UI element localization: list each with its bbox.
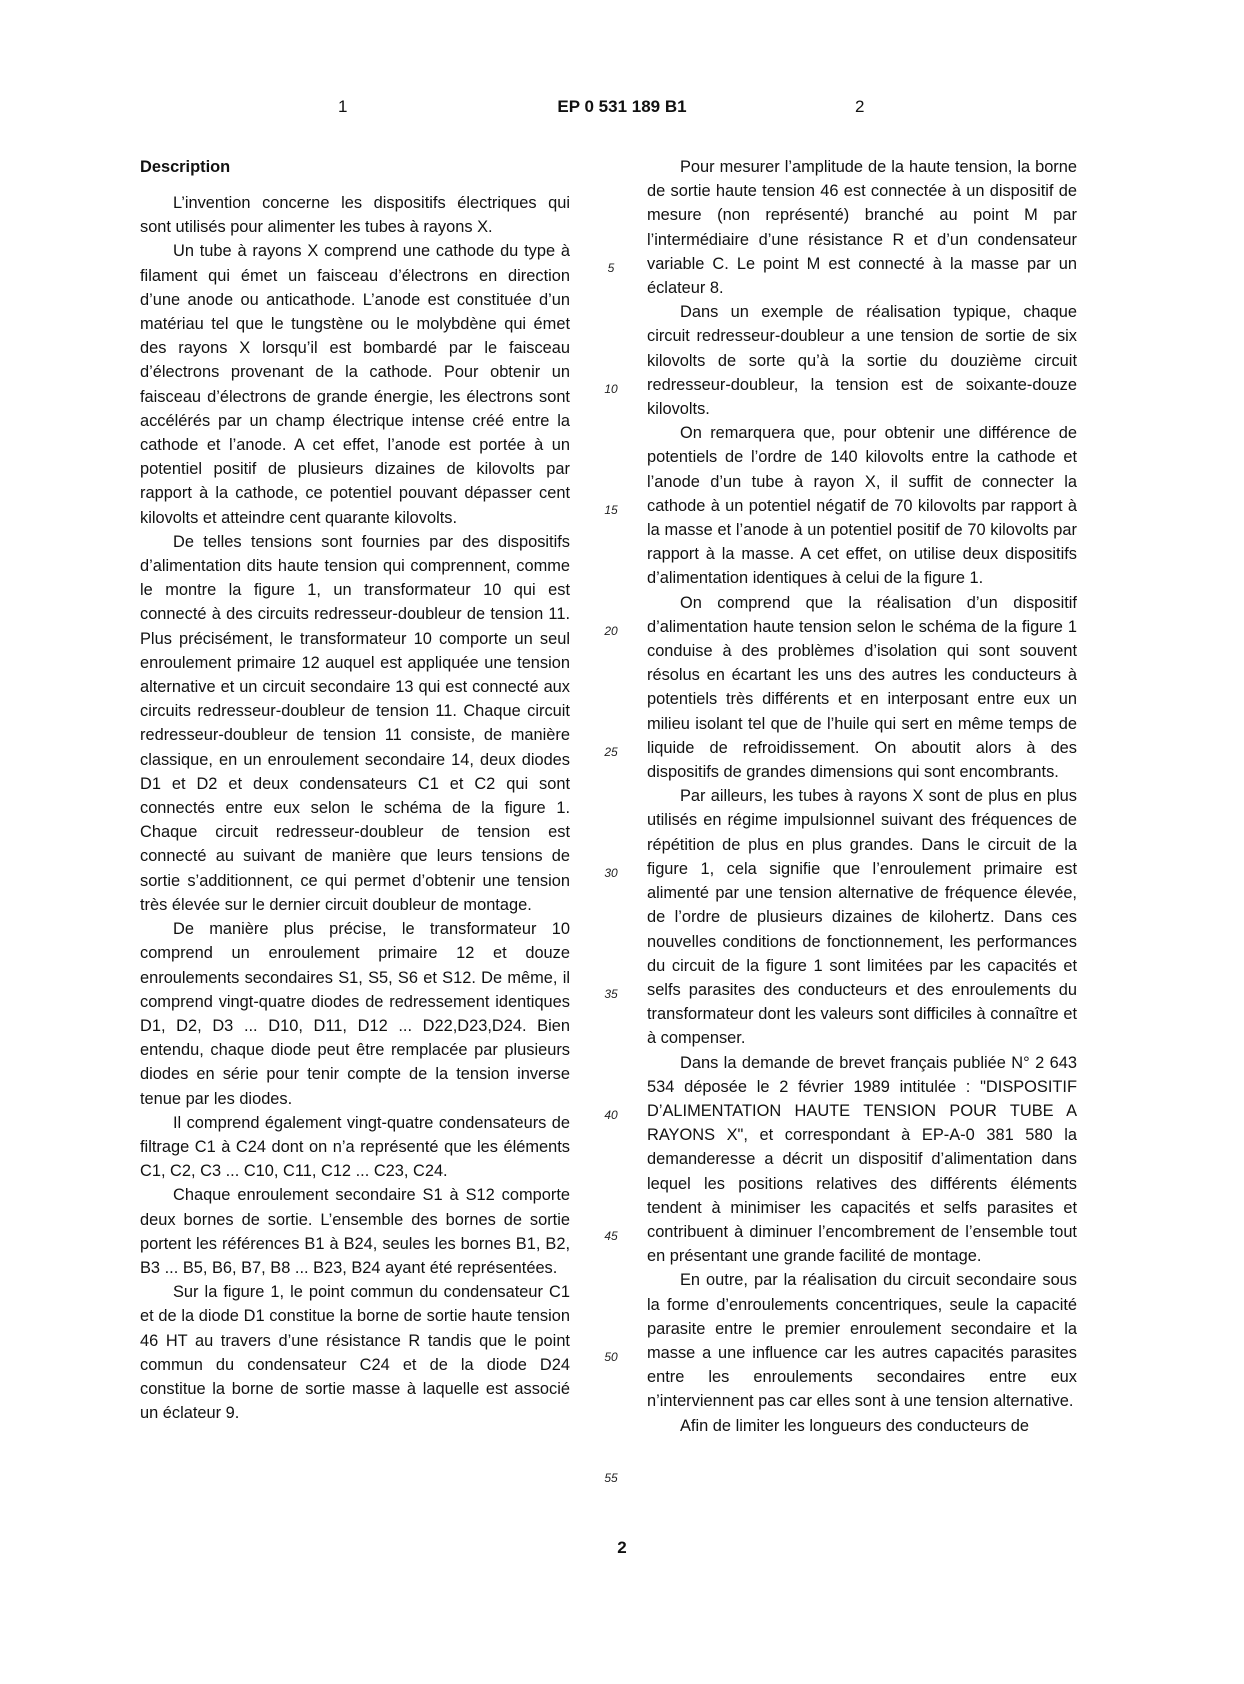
line-number: 30	[604, 866, 618, 880]
paragraph: Il comprend également vingt-quatre condensateurs de filtrage C1 à C24 dont on n’a représenté que les éléments C1, C2, C3 ... C10, C11, C12 ... C23, C24.	[140, 1113, 570, 1181]
line-number: 10	[604, 382, 618, 396]
paragraph: De manière plus précise, le transformateur 10 comprend un enroulement primaire 12 et douze enroulements secondaires S1, S5, S6 et S12. De même, il comprend vingt-quatre diodes de redressement identiques D1, D2, D3 ... D10, D11, D12 ... D22,D23,D24. Bien entendu, chaque diode peut être remplacée par plusieurs diodes en série pour tenir compte de la tension inverse tenue par les diodes.	[140, 920, 570, 1108]
line-number: 40	[604, 1108, 618, 1122]
line-number: 35	[604, 987, 618, 1001]
line-number: 25	[604, 745, 618, 759]
paragraph: Dans un exemple de réalisation typique, chaque circuit redresseur-doubleur a une tension de sortie de six kilovolts de sorte qu’à la sortie du douzième circuit redresseur-doubleur, la tension est de soixante-douze kilovolts.	[647, 303, 1077, 419]
column-number-left: 1	[338, 97, 348, 116]
right-column	[647, 155, 1077, 1438]
column-number-right: 2	[855, 97, 865, 116]
line-number: 55	[604, 1471, 618, 1485]
left-column	[140, 155, 570, 1425]
paragraph: Sur la figure 1, le point commun du condensateur C1 et de la diode D1 constitue la borne de sortie haute tension 46 HT au travers d’une résistance R tandis que le point commun du condensateur C24 et de la diode D24 constitue la borne de sortie masse à laquelle est associé un éclateur 9.	[140, 1283, 570, 1423]
paragraph: En outre, par la réalisation du circuit secondaire sous la forme d’enroulements concentriques, seule la capacité parasite entre le premier enroulement secondaire et la masse a une influence car les autres capacités parasites entre les enroulements secondaires entre eux n’interviennent pas car elles sont à une tension alternative.	[647, 1271, 1077, 1411]
paragraph: On remarquera que, pour obtenir une différence de potentiels de l’ordre de 140 kilovolts entre la cathode et l’anode d’un tube à rayon X, il suffit de connecter la cathode à un potentiel négatif de 70 kilovolts par rapport à la masse et l’anode à un potentiel positif de 70 kilovolts par rapport à la masse. A cet effet, on utilise deux dispositifs d’alimentation identiques à celui de la figure 1.	[647, 424, 1077, 588]
paragraph: Un tube à rayons X comprend une cathode du type à filament qui émet un faisceau d’électrons en direction d’une anode ou anticathode. L’anode est constituée d’un matériau tel que le tungstène ou le molybdène qui émet des rayons X lorsqu’il est bombardé par le faisceau d’électrons provenant de la cathode. Pour obtenir un faisceau d’électrons de grande énergie, les électrons sont accélérés par un champ électrique intense créé entre la cathode et l’anode. A cet effet, l’anode est portée à un potentiel positif de plusieurs dizaines de kilovolts par rapport à la cathode, ce potentiel pouvant dépasser cent kilovolts et atteindre cent quarante kilovolts.	[140, 242, 570, 527]
paragraph: On comprend que la réalisation d’un dispositif d’alimentation haute tension selon le schéma de la figure 1 conduise à des problèmes d’isolation qui sont souvent résolus en écartant les uns des autres les conducteurs à potentiels très différents et en interposant entre eux un milieu isolant tel que de l’huile qui sert en même temps de liquide de refroidissement. On aboutit alors à des dispositifs de grandes dimensions qui sont encombrants.	[647, 593, 1077, 782]
line-number: 15	[604, 503, 618, 517]
paragraph: Chaque enroulement secondaire S1 à S12 comporte deux bornes de sortie. L’ensemble des bornes de sortie portent les références B1 à B24, seules les bornes B1, B2, B3 ... B5, B6, B7, B8 ... B23, B24 ayant été représentées.	[140, 1186, 570, 1277]
paragraph: Pour mesurer l’amplitude de la haute tension, la borne de sortie haute tension 46 est connectée à un dispositif de mesure (non représenté) branché au point M par l’intermédiaire d’une résistance R et d’un condensateur variable C. Le point M est connecté à la masse par un éclateur 8.	[647, 158, 1077, 298]
patent-number: EP 0 531 189 B1	[557, 97, 687, 116]
paragraph: Dans la demande de brevet français publiée N° 2 643 534 déposée le 2 février 1989 intitulée : "DISPOSITIF D’ALIMENTATION HAUTE TENSION POUR TUBE A RAYONS X", et correspondant à EP-A-0 381 580 la demanderesse a décrit un dispositif d’alimentation dans lequel les positions relatives des différents éléments tendent à minimiser les capacités et selfs parasites et contribuent à diminuer l’encombrement de l’ensemble tout en présentant une grande facilité de montage.	[647, 1053, 1077, 1266]
line-number: 45	[604, 1229, 618, 1243]
paragraph: Afin de limiter les longueurs des conducteurs de	[680, 1416, 1029, 1435]
section-heading: Description	[140, 158, 231, 176]
line-number: 5	[607, 261, 615, 275]
paragraph: De telles tensions sont fournies par des dispositifs d’alimentation dits haute tension qui comprennent, comme le montre la figure 1, un transformateur 10 qui est connecté à des circuits redresseur-doubleur de tension 11. Plus précisément, le transformateur 10 comporte un seul enroulement primaire 12 auquel est appliquée une tension alternative et un circuit secondaire 13 qui est connecté aux circuits redresseur-doubleur de tension 11. Chaque circuit redresseur-doubleur de tension 11 consiste, de manière classique, en un enroulement secondaire 14, deux diodes D1 et D2 et deux condensateurs C1 et C2 qui sont connectés entre eux selon le schéma de la figure 1. Chaque circuit redresseur-doubleur de tension est connecté au suivant de manière que leurs tensions de sortie s’additionnent, ce qui permet d’obtenir une tension très élevée sur le dernier circuit doubleur de montage.	[140, 532, 570, 914]
paragraph: Par ailleurs, les tubes à rayons X sont de plus en plus utilisés en régime impulsionnel suivant des fréquences de répétition de plus en plus grandes. Dans le circuit de la figure 1, cela signifie que l’enroulement primaire est alimenté par une tension alternative de fréquence élevée, de l’ordre de plusieurs dizaines de kilohertz. Dans ces nouvelles conditions de fonctionnement, les performances du circuit de la figure 1 sont limitées par les capacités et selfs parasites des conducteurs et des enroulements du transformateur dont les valeurs sont difficiles à connaître et à compenser.	[647, 787, 1077, 1048]
paragraph: L’invention concerne les dispositifs électriques qui sont utilisés pour alimenter les tubes à rayons X.	[140, 194, 570, 237]
page-number: 2	[617, 1538, 627, 1557]
line-number: 20	[604, 624, 618, 638]
line-number: 50	[604, 1350, 618, 1364]
